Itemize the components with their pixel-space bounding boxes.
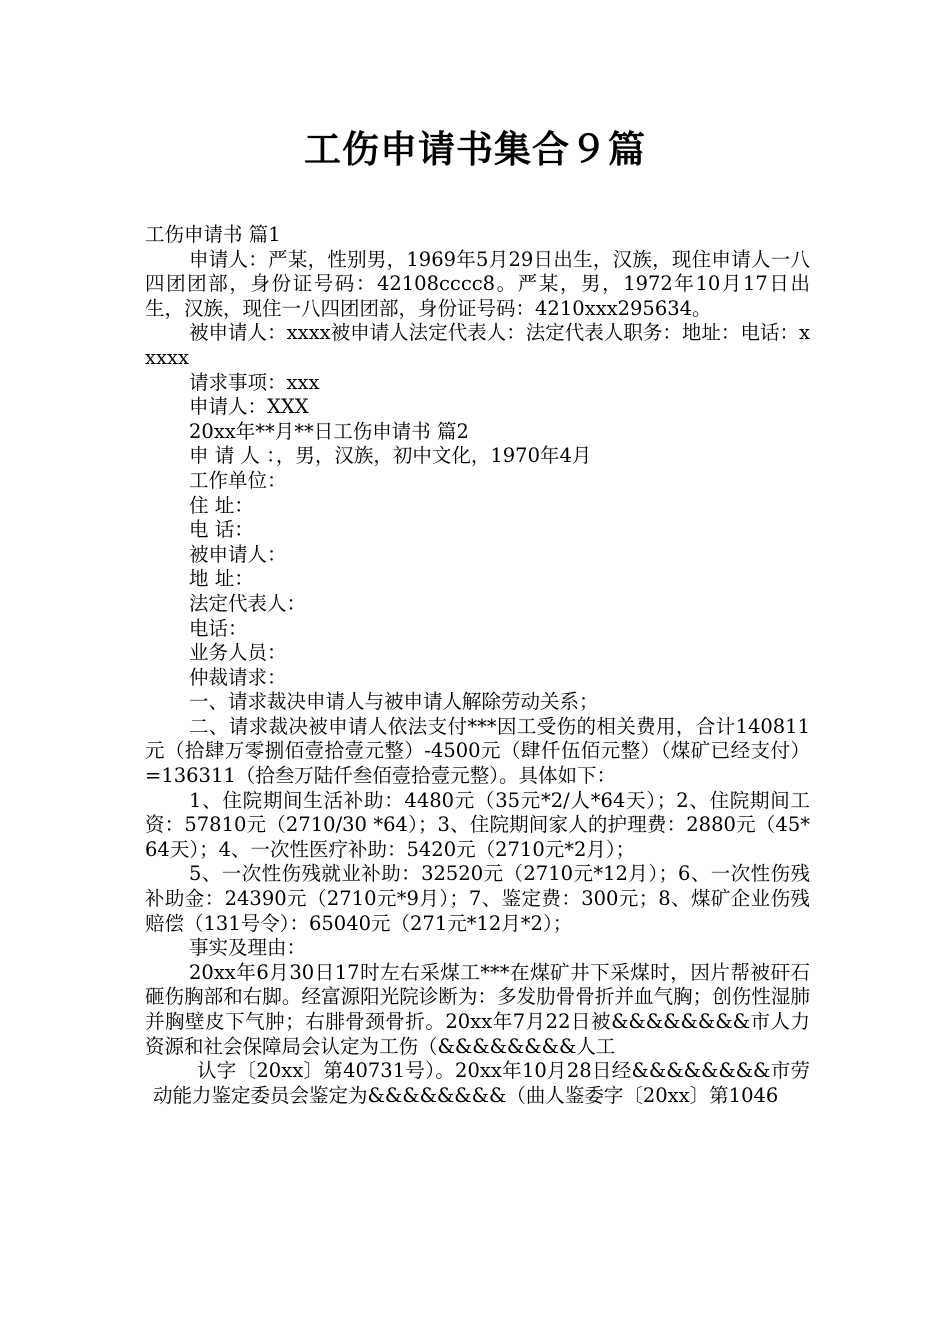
paragraph: 一、请求裁决申请人与被申请人解除劳动关系； <box>189 690 599 714</box>
paragraph: 住 址： <box>189 493 254 517</box>
paragraph: 事实及理由： <box>189 936 307 960</box>
paragraph: 20xx年6月30日17时左右采煤工***在煤矿井下采煤时，因片帮被矸石砸伤胸部和右脚。经富源阳光院诊断为：多发肋骨骨折并血气胸；创伤性湿肺并胸壁皮下气肿；右腓骨颈骨折。20xx年7月22日被&&&&&&&&市人力资源和社会保障局会认定为工伤（&&&&&&&&人工 <box>145 960 810 1058</box>
paragraph: 电话： <box>189 616 248 640</box>
paragraph: 申请人：XXX <box>189 395 309 419</box>
document-title: 工伤申请书集合９篇 <box>304 128 646 171</box>
paragraph: 20xx年**月**日工伤申请书 篇2 <box>189 419 469 443</box>
paragraph: 电 话： <box>189 518 254 542</box>
document-body <box>145 223 810 1108</box>
paragraph: 1、住院期间生活补助：4480元（35元*2/人*64天）；2、住院期间工资：57810元（2710/30 *64）；3、住院期间家人的护理费：2880元（45*64天）；4、一次性医疗补助：5420元（2710元*2月）； <box>145 788 810 861</box>
paragraph: 认字〔20xx〕第40731号）。20xx年10月28日经&&&&&&&&市劳动能力鉴定委员会鉴定为&&&&&&&&（曲人鉴委字〔20xx〕第1046 <box>153 1059 810 1107</box>
paragraph: 申 请 人 ：，男，汉族，初中文化，1970年4月 <box>189 444 592 468</box>
paragraph: 被申请人：xxxx被申请人法定代表人：法定代表人职务：地址：电话：xxxxx <box>145 321 810 369</box>
paragraph: 业务人员： <box>189 641 287 665</box>
paragraph: 二、请求裁决被申请人依法支付***因工受伤的相关费用，合计140811元（拾肆万零捌佰壹拾壹元整）-4500元（肆仟伍佰元整）（煤矿已经支付）=136311（拾叁万陆仟叁佰壹拾壹元整）。具体如下： <box>145 714 810 788</box>
paragraph: 工伤申请书 篇1 <box>145 223 281 246</box>
paragraph: 被申请人： <box>189 542 287 566</box>
paragraph: 请求事项：xxx <box>189 370 320 394</box>
paragraph: 法定代表人： <box>189 591 307 615</box>
paragraph: 工作单位： <box>189 468 287 492</box>
paragraph: 地 址： <box>189 567 254 591</box>
paragraph: 申请人：严某，性别男，1969年5月29日出生，汉族，现住申请人一八四团团部，身份证号码：42108cccc8。严某，男，1972年10月17日出生，汉族，现住一八四团团部，身份证号码：4210xxx295634。 <box>145 247 810 320</box>
paragraph: 仲裁请求： <box>189 665 287 689</box>
paragraph: 5、一次性伤残就业补助：32520元（2710元*12月）；6、一次性伤残补助金：24390元（2710元*9月）；7、鉴定费：300元；8、煤矿企业伤残赔偿（131号令）：65040元（271元*12月*2）； <box>145 862 810 935</box>
